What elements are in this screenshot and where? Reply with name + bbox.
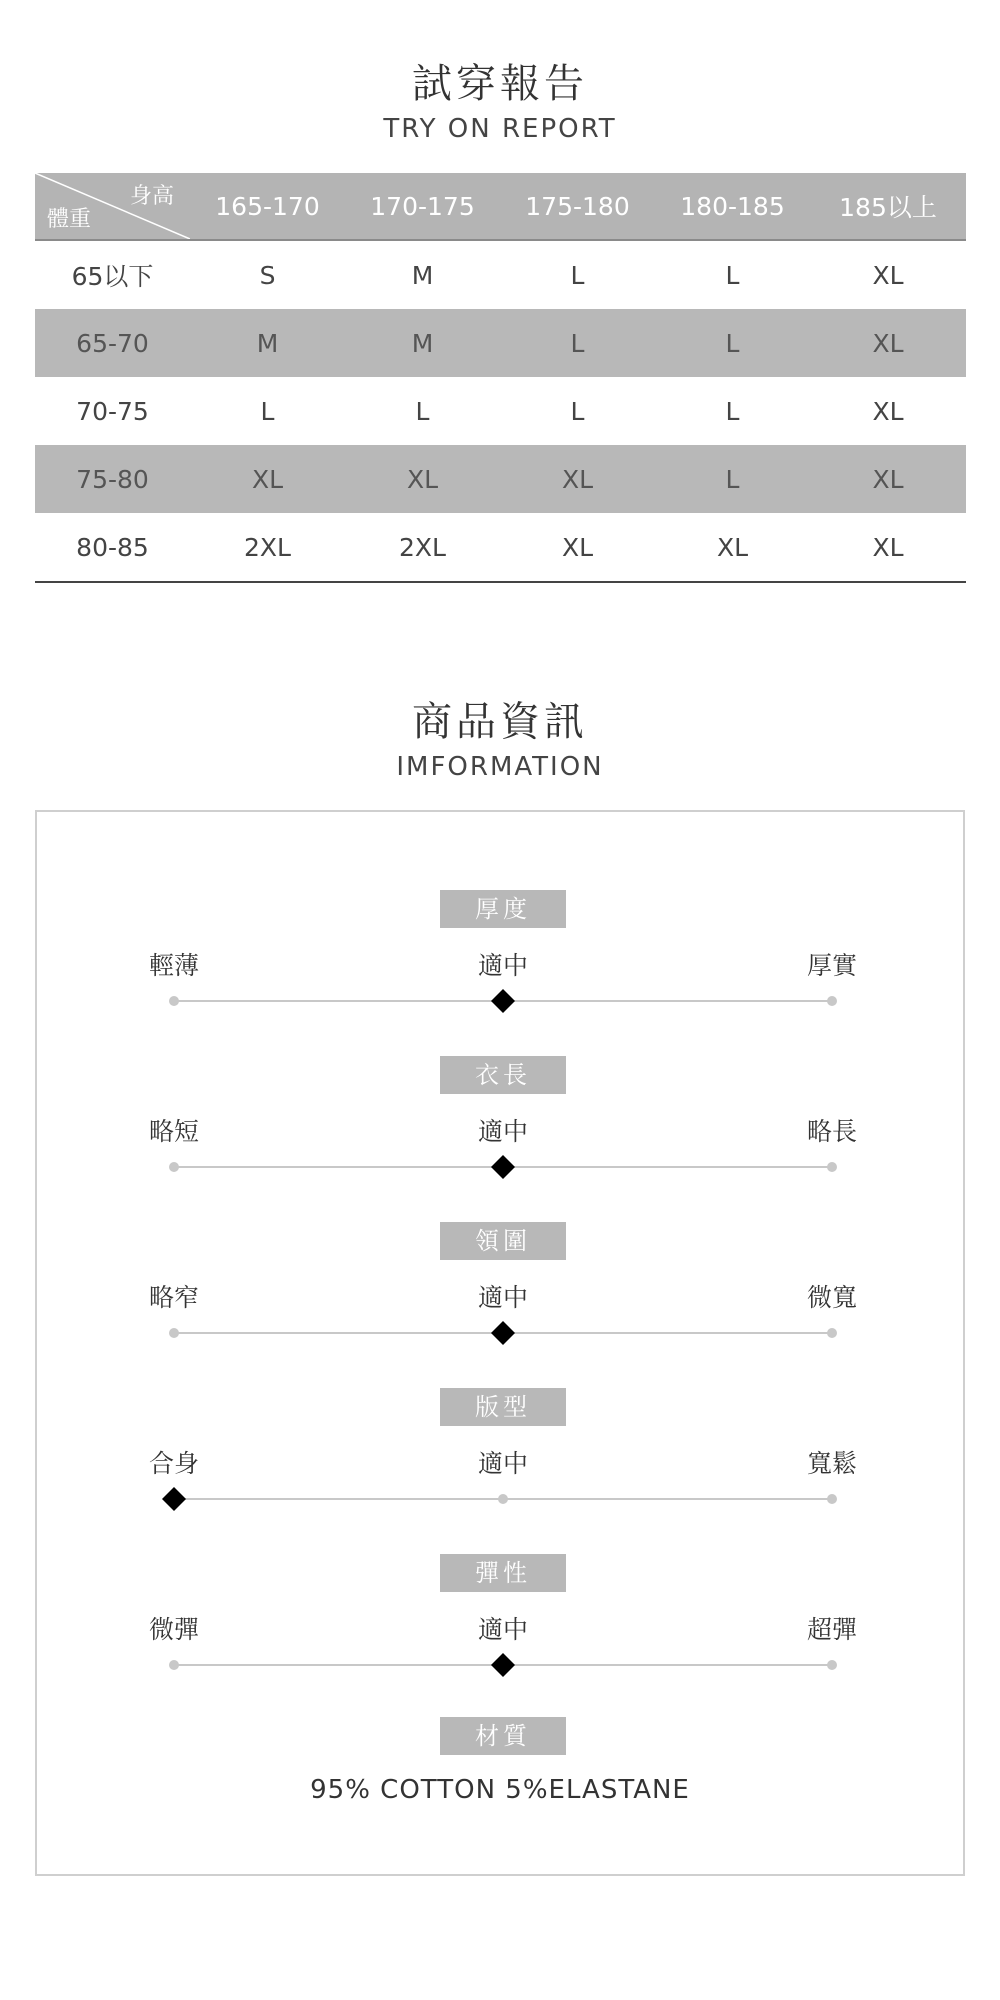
- diamond-icon: [491, 989, 515, 1013]
- scale-mid-label: 適中: [477, 1615, 528, 1644]
- height-header: 165-170: [190, 173, 345, 240]
- attribute-name: 彈性: [440, 1554, 566, 1592]
- weight-cell: 65-70: [35, 309, 190, 377]
- attribute-name: 厚度: [440, 890, 566, 928]
- table-row: [35, 377, 966, 445]
- scale-right-label: 超彈: [806, 1615, 857, 1644]
- size-cell: L: [725, 260, 740, 290]
- size-cell: M: [190, 309, 345, 377]
- scale-mid-label: 適中: [477, 951, 528, 980]
- rating-scale: [37, 1484, 963, 1514]
- attribute-neckline: [37, 1222, 963, 1372]
- dot-icon: [827, 996, 837, 1006]
- size-cell: XL: [190, 445, 345, 513]
- size-cell: XL: [810, 513, 966, 582]
- scale-mid-label: 適中: [477, 1449, 528, 1478]
- size-cell: L: [655, 445, 810, 513]
- material-label: 材質: [440, 1717, 566, 1755]
- attribute-fit: [37, 1388, 963, 1538]
- attribute-name: 領圍: [440, 1222, 566, 1260]
- info-title-en: IMFORMATION: [396, 752, 604, 782]
- scale-right-label: 寬鬆: [806, 1449, 857, 1478]
- height-header: 175-180: [500, 173, 655, 240]
- diamond-icon: [491, 1653, 515, 1677]
- info-heading: [0, 698, 1000, 784]
- size-cell: L: [570, 260, 585, 290]
- weight-cell: 65以下: [71, 262, 154, 291]
- size-table: [35, 173, 966, 583]
- size-cell: L: [570, 396, 585, 426]
- weight-cell: 80-85: [35, 513, 190, 582]
- attribute-name: 衣長: [440, 1056, 566, 1094]
- dot-icon: [827, 1660, 837, 1670]
- info-title-zh: 商品資訊: [412, 699, 588, 745]
- attribute-elasticity: [37, 1554, 963, 1704]
- dot-icon: [169, 1162, 179, 1172]
- size-cell: L: [260, 396, 275, 426]
- dot-icon: [169, 1328, 179, 1338]
- scale-right-label: 略長: [806, 1117, 857, 1146]
- diamond-icon: [491, 1155, 515, 1179]
- rating-scale: [37, 986, 963, 1016]
- rating-scale: [37, 1650, 963, 1680]
- dot-icon: [498, 1494, 508, 1504]
- height-header: 170-175: [345, 173, 500, 240]
- corner-height-label: 身高: [129, 184, 174, 209]
- size-cell: L: [415, 396, 430, 426]
- size-cell: XL: [655, 513, 810, 582]
- size-cell: L: [500, 309, 655, 377]
- material-value: 95% COTTON 5%ELASTANE: [310, 1775, 690, 1805]
- table-row: [35, 240, 966, 309]
- size-cell: XL: [500, 445, 655, 513]
- scale-right-label: 微寬: [806, 1283, 857, 1312]
- scale-right-label: 厚實: [806, 951, 857, 980]
- attribute-thickness: [37, 890, 963, 1040]
- table-row: [35, 445, 966, 513]
- try-on-title-zh: 試穿報告: [412, 61, 588, 107]
- size-cell: M: [345, 309, 500, 377]
- scale-left-label: 合身: [148, 1449, 199, 1478]
- weight-cell: 75-80: [35, 445, 190, 513]
- size-cell: M: [411, 260, 434, 290]
- weight-cell: 70-75: [76, 396, 149, 426]
- corner-cell: [35, 173, 190, 240]
- size-cell: S: [259, 260, 276, 290]
- rating-scale: [37, 1152, 963, 1182]
- scale-left-label: 微彈: [148, 1615, 199, 1644]
- diamond-icon: [491, 1321, 515, 1345]
- info-box: [35, 810, 965, 1876]
- dot-icon: [169, 996, 179, 1006]
- attribute-name: 版型: [440, 1388, 566, 1426]
- size-cell: XL: [500, 513, 655, 582]
- table-row: [35, 309, 966, 377]
- scale-mid-label: 適中: [477, 1117, 528, 1146]
- try-on-heading: [0, 60, 1000, 146]
- diamond-icon: [162, 1487, 186, 1511]
- size-cell: XL: [810, 445, 966, 513]
- dot-icon: [827, 1162, 837, 1172]
- size-cell: 2XL: [345, 513, 500, 582]
- height-header: 180-185: [655, 173, 810, 240]
- table-row: [35, 513, 966, 582]
- size-cell: XL: [872, 396, 904, 426]
- scale-left-label: 輕薄: [148, 951, 199, 980]
- size-cell: XL: [872, 260, 904, 290]
- rating-scale: [37, 1318, 963, 1348]
- scale-left-label: 略窄: [148, 1283, 199, 1312]
- size-cell: L: [725, 396, 740, 426]
- size-cell: XL: [345, 445, 500, 513]
- dot-icon: [827, 1494, 837, 1504]
- try-on-title-en: TRY ON REPORT: [383, 114, 617, 144]
- scale-mid-label: 適中: [477, 1283, 528, 1312]
- attribute-length: [37, 1056, 963, 1206]
- size-cell: L: [655, 309, 810, 377]
- dot-icon: [169, 1660, 179, 1670]
- scale-left-label: 略短: [148, 1117, 199, 1146]
- corner-weight-label: 體重: [47, 207, 92, 232]
- dot-icon: [827, 1328, 837, 1338]
- size-cell: XL: [810, 309, 966, 377]
- height-header: 185以上: [810, 173, 966, 240]
- size-cell: 2XL: [190, 513, 345, 582]
- size-table-header: [35, 173, 966, 240]
